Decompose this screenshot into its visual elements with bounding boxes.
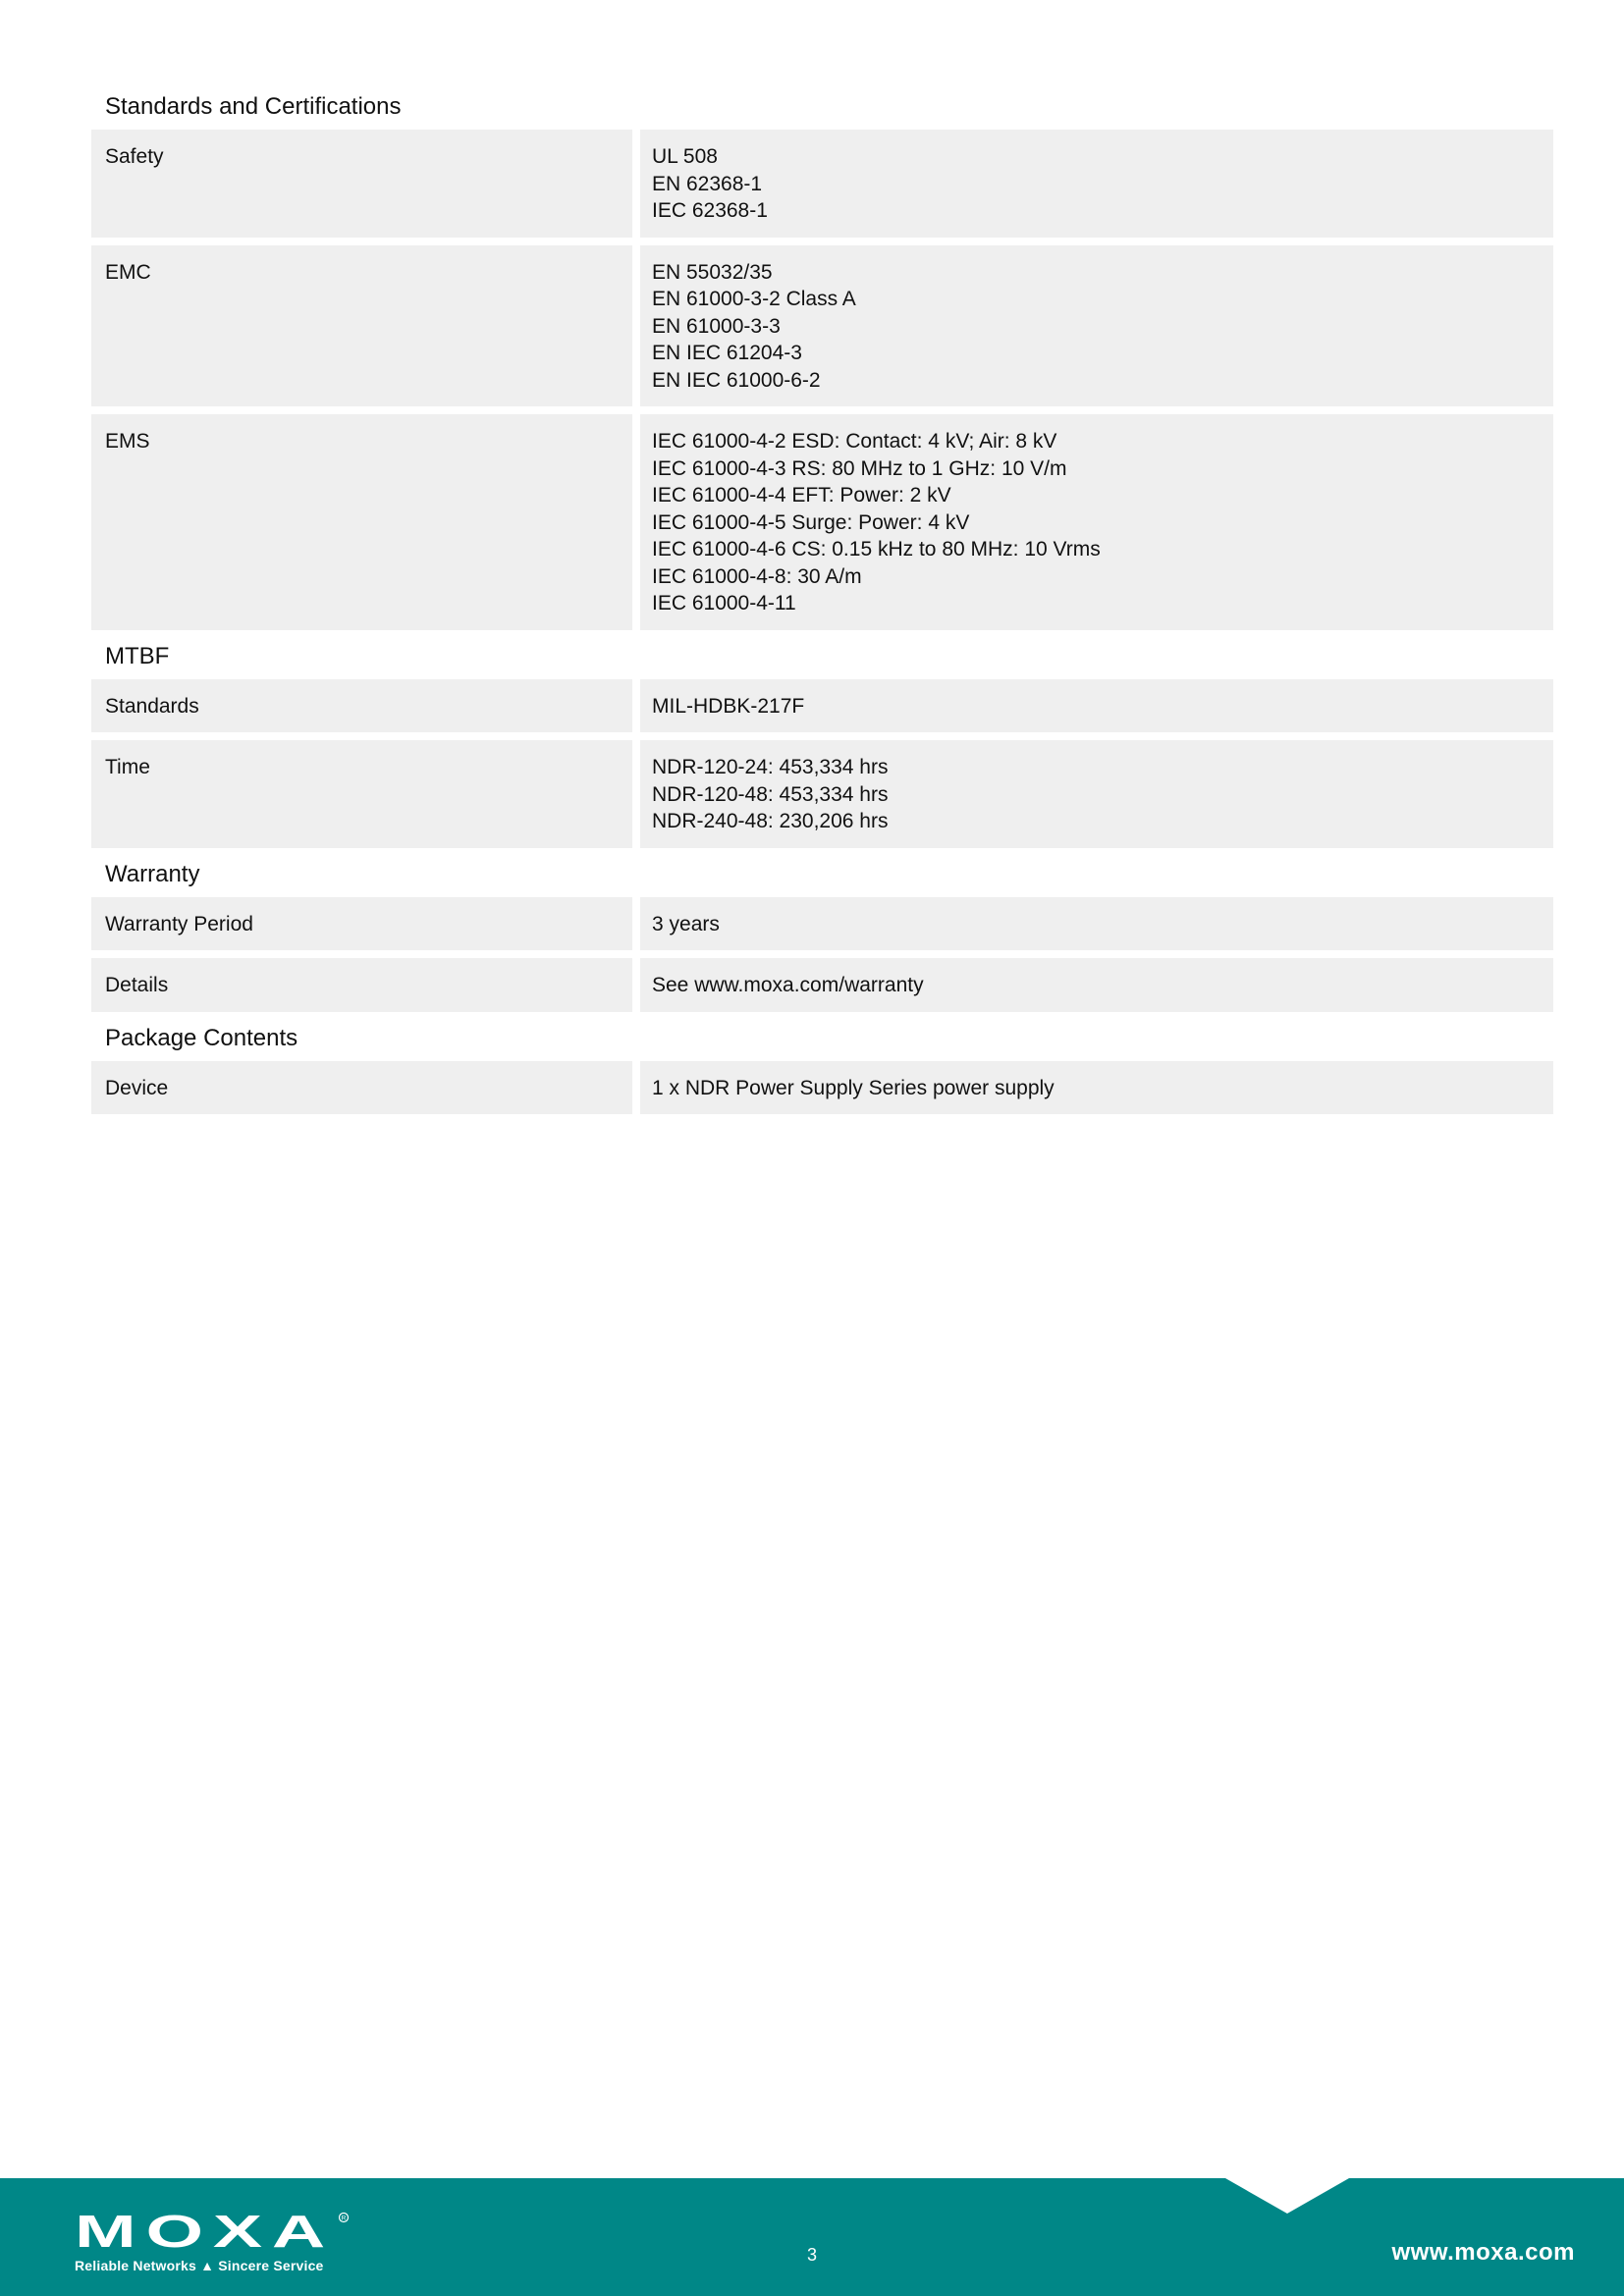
- spec-row: [91, 897, 1553, 951]
- section-title: Standards and Certifications: [105, 93, 402, 120]
- website-link[interactable]: www.moxa.com: [1391, 2239, 1575, 2266]
- svg-text:R: R: [341, 2215, 347, 2222]
- spec-row: [91, 245, 1553, 407]
- spec-row: [91, 1061, 1553, 1115]
- page-footer: [0, 2178, 1624, 2296]
- spec-value-line: IEC 62368-1: [652, 199, 768, 222]
- spec-value-line: IEC 61000-4-11: [652, 592, 796, 614]
- spec-value-line: IEC 61000-4-6 CS: 0.15 kHz to 80 MHz: 10 Vrms: [652, 538, 1101, 561]
- spec-value: [640, 740, 1553, 848]
- spec-value-line: NDR-120-24: 453,334 hrs: [652, 756, 889, 778]
- spec-label: Device: [91, 1061, 632, 1115]
- spec-value-line: EN 62368-1: [652, 172, 763, 195]
- spec-content: [91, 90, 1553, 1124]
- spec-value: [640, 414, 1553, 630]
- moxa-logo-mark: [75, 2212, 350, 2251]
- spec-value-line: EN 55032/35: [652, 260, 773, 284]
- spec-label: Details: [91, 958, 632, 1012]
- spec-row: [91, 740, 1553, 848]
- spec-value-line: UL 508: [652, 145, 718, 168]
- spec-value: [640, 897, 1553, 951]
- spec-value: [640, 958, 1553, 1012]
- spec-value: [640, 679, 1553, 733]
- spec-row: [91, 679, 1553, 733]
- spec-value-line: See www.moxa.com/warranty: [652, 974, 924, 996]
- spec-label: EMS: [91, 414, 632, 630]
- spec-label: Time: [91, 740, 632, 848]
- svg-text:MOXA: MOXA: [75, 2212, 335, 2251]
- spec-value-line: NDR-120-48: 453,334 hrs: [652, 782, 889, 806]
- spec-value-line: EN 61000-3-2 Class A: [652, 288, 856, 310]
- spec-value-line: 1 x NDR Power Supply Series power supply: [652, 1076, 1055, 1099]
- spec-value-line: EN IEC 61000-6-2: [652, 368, 821, 392]
- spec-value-line: NDR-240-48: 230,206 hrs: [652, 810, 889, 832]
- spec-row: [91, 414, 1553, 630]
- spec-value: [640, 245, 1553, 407]
- section-title: Package Contents: [105, 1024, 298, 1051]
- section-title: Warranty: [105, 860, 200, 887]
- spec-row: [91, 130, 1553, 238]
- spec-label: EMC: [91, 245, 632, 407]
- tagline-separator-icon: ▲: [200, 2258, 215, 2273]
- spec-label: Safety: [91, 130, 632, 238]
- spec-value: [640, 1061, 1553, 1115]
- page-number: 3: [806, 2245, 817, 2265]
- spec-section: [91, 640, 1553, 848]
- spec-value-line: EN 61000-3-3: [652, 314, 781, 338]
- moxa-logo: [75, 2212, 350, 2273]
- spec-value-line: IEC 61000-4-4 EFT: Power: 2 kV: [652, 484, 951, 507]
- spec-value-line: IEC 61000-4-3 RS: 80 MHz to 1 GHz: 10 V/m: [652, 456, 1067, 480]
- spec-value-line: IEC 61000-4-2 ESD: Contact: 4 kV; Air: 8 kV: [652, 430, 1057, 453]
- spec-value-line: 3 years: [652, 912, 720, 935]
- spec-value-line: IEC 61000-4-5 Surge: Power: 4 kV: [652, 510, 970, 534]
- logo-tagline: Reliable Networks ▲ Sincere Service: [75, 2258, 324, 2273]
- spec-value-line: EN IEC 61204-3: [652, 342, 802, 364]
- spec-label: Standards: [91, 679, 632, 733]
- spec-row: [91, 958, 1553, 1012]
- spec-section: [91, 1022, 1553, 1115]
- spec-section: [91, 90, 1553, 630]
- section-title: MTBF: [105, 642, 170, 669]
- spec-section: [91, 858, 1553, 1012]
- spec-label: Warranty Period: [91, 897, 632, 951]
- spec-value: [640, 130, 1553, 238]
- spec-value-line: IEC 61000-4-8: 30 A/m: [652, 564, 862, 588]
- spec-value-line: MIL-HDBK-217F: [652, 694, 805, 718]
